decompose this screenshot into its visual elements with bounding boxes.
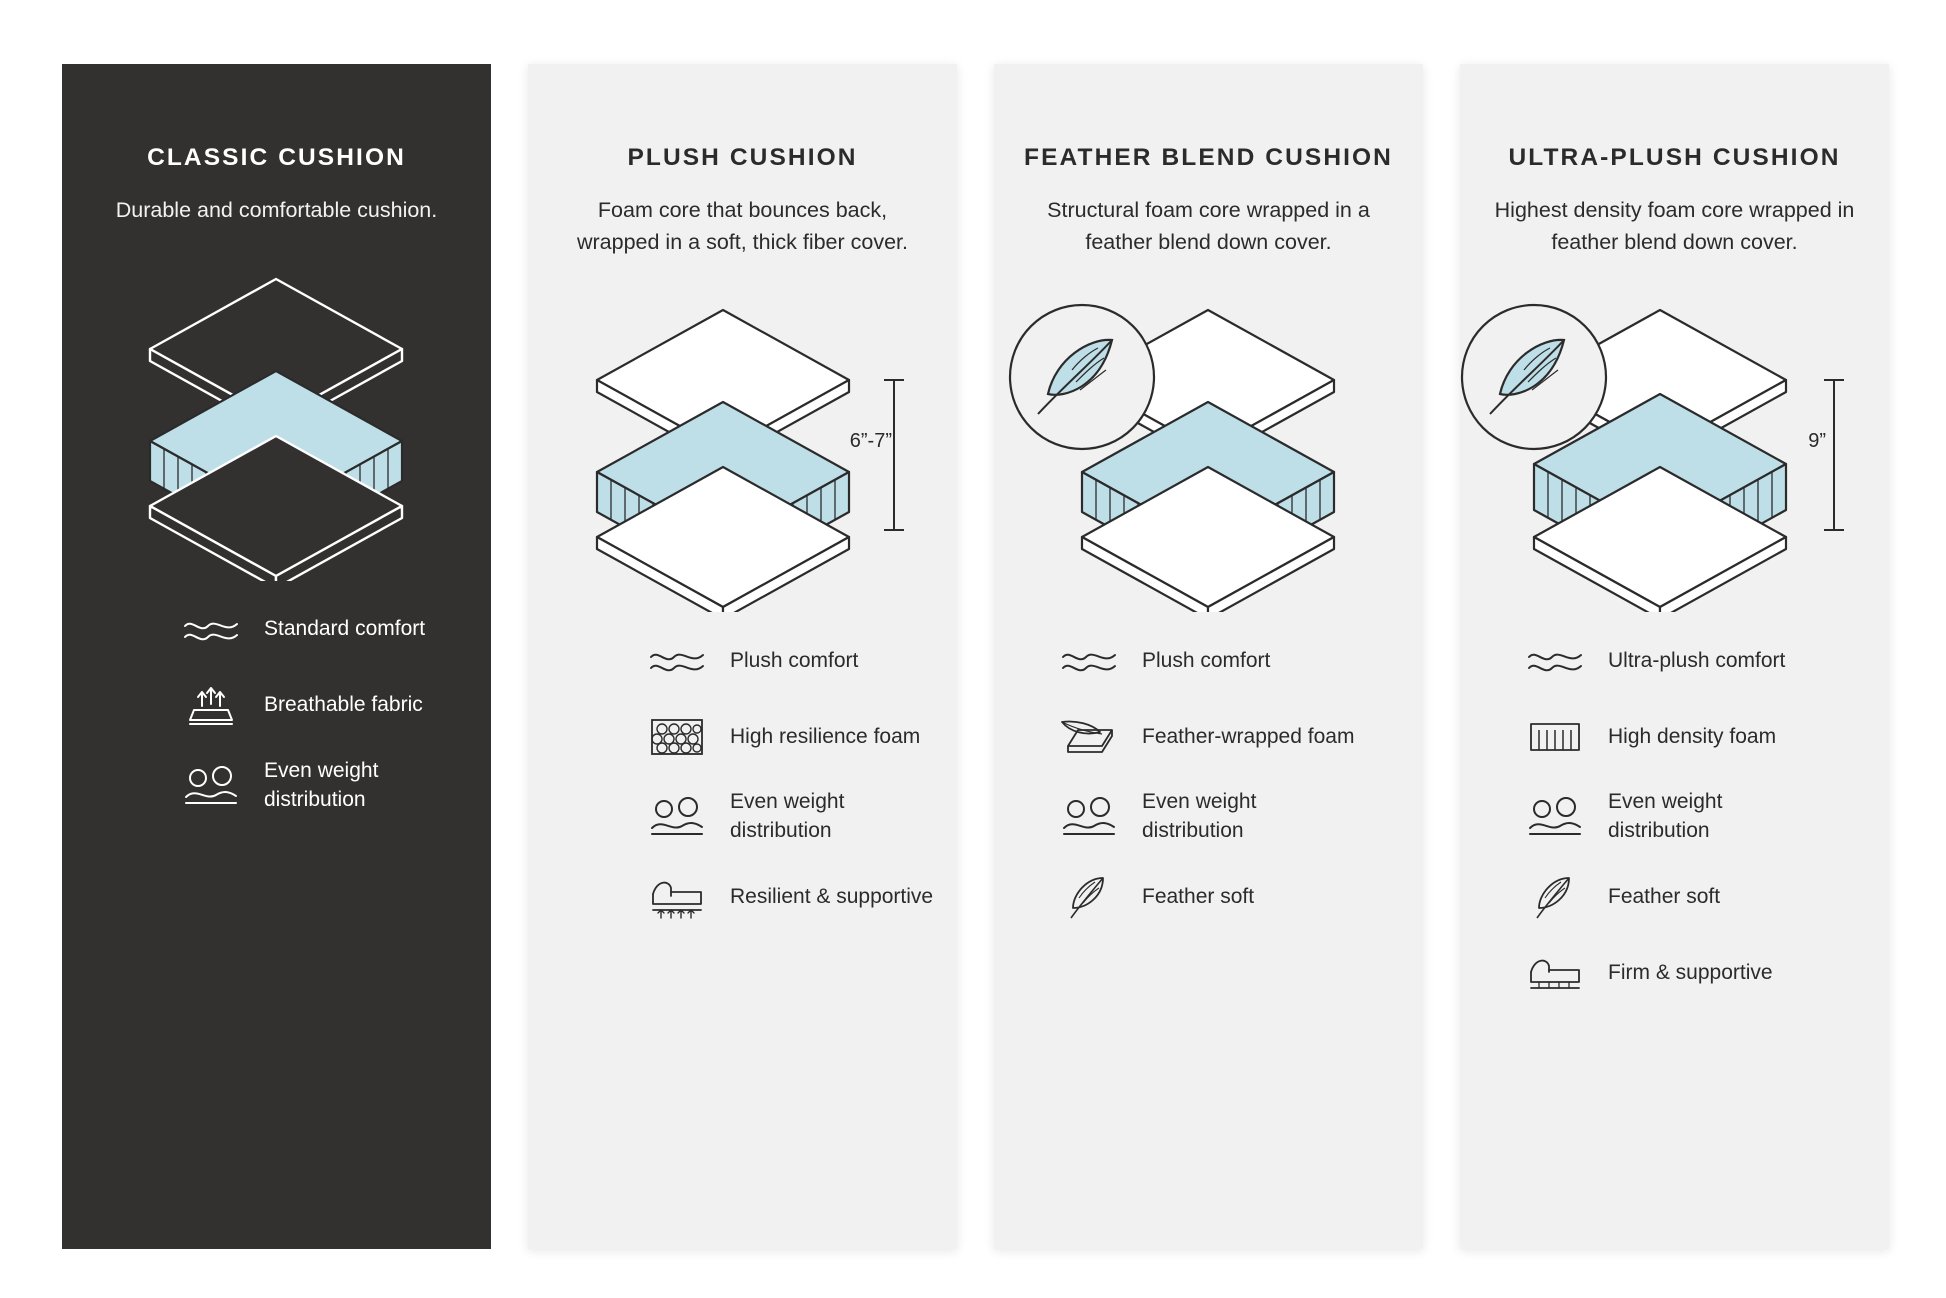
wave-comfort-icon [1058,636,1120,686]
high-resilience-foam-icon [646,712,708,762]
cushion-card-list [62,64,1892,1249]
feature-list [1460,636,1889,998]
card-description: Foam core that bounces back, wrapped in a soft, thick fiber cover. [576,198,909,254]
card-description: Highest density foam core wrapped in feather blend down cover. [1494,198,1855,254]
feature-item [1058,636,1423,686]
cushion-exploded-diagram [528,282,957,612]
feature-label: High density foam [1608,724,1777,748]
feather-badge-icon [1462,305,1606,449]
feature-label: Even weight distribution [1142,790,1257,843]
cushion-card-ultra-plush[interactable] [1460,64,1889,1249]
feature-item [180,757,491,815]
feature-item [646,788,957,846]
card-title: FEATHER BLEND CUSHION [1024,144,1393,171]
even-weight-distribution-icon [1058,792,1120,842]
cushion-card-feather-blend[interactable] [994,64,1423,1249]
feature-list [528,636,957,922]
feature-item [180,681,491,731]
feature-label: Plush comfort [730,648,859,672]
feature-label: Feather soft [1608,884,1721,908]
feather-badge-icon [1010,305,1154,449]
feature-item [1524,636,1889,686]
dimension-marker [1824,380,1844,530]
feature-label: Standard comfort [264,617,426,641]
cushion-card-classic[interactable] [62,64,491,1249]
feature-label: Even weight distribution [730,790,845,843]
resilient-supportive-icon [646,872,708,922]
feature-label: Even weight distribution [1608,790,1723,843]
feature-item [180,605,491,655]
feature-item [646,636,957,686]
even-weight-distribution-icon [646,792,708,842]
feature-list [62,605,491,815]
cushion-exploded-diagram [62,251,491,581]
feather-soft-icon [1058,872,1120,922]
card-description: Durable and comfortable cushion. [115,198,438,223]
cushion-card-plush[interactable] [528,64,957,1249]
feature-item [1524,872,1889,922]
feature-item [646,712,957,762]
card-description: Structural foam core wrapped in a feather blend down cover. [1047,198,1370,254]
feature-item [1524,712,1889,762]
feature-label: Feather-wrapped foam [1142,724,1355,748]
even-weight-distribution-icon [180,761,242,811]
wave-comfort-icon [180,605,242,655]
card-title: CLASSIC CUSHION [147,144,406,171]
feather-wrapped-foam-icon [1058,712,1120,762]
feature-item [646,872,957,922]
feature-list [994,636,1423,922]
feature-label: High resilience foam [730,724,921,748]
dimension-label: 6”-7” [849,430,892,453]
even-weight-distribution-icon [1524,792,1586,842]
wave-comfort-icon [646,636,708,686]
feature-item [1058,712,1423,762]
feature-label: Breathable fabric [264,693,423,717]
dimension-label: 9” [1808,430,1826,453]
card-title: PLUSH CUSHION [627,144,858,171]
feature-label: Feather soft [1142,884,1255,908]
feature-item [1058,788,1423,846]
dimension-marker [884,380,904,530]
feature-item [1524,948,1889,998]
feature-label: Resilient & supportive [730,884,934,908]
firm-supportive-icon [1524,948,1586,998]
feature-item [1524,788,1889,846]
feature-item [1058,872,1423,922]
cushion-exploded-diagram [1460,282,1889,612]
cushion-exploded-diagram [994,282,1423,612]
feather-soft-icon [1524,872,1586,922]
high-density-foam-icon [1524,712,1586,762]
wave-comfort-icon [1524,636,1586,686]
feature-label: Firm & supportive [1608,960,1773,984]
feature-label: Even weight distribution [264,758,379,811]
feature-label: Ultra-plush comfort [1608,648,1786,672]
feature-label: Plush comfort [1142,648,1271,672]
card-title: ULTRA-PLUSH CUSHION [1508,144,1841,171]
breathable-fabric-icon [180,681,242,731]
